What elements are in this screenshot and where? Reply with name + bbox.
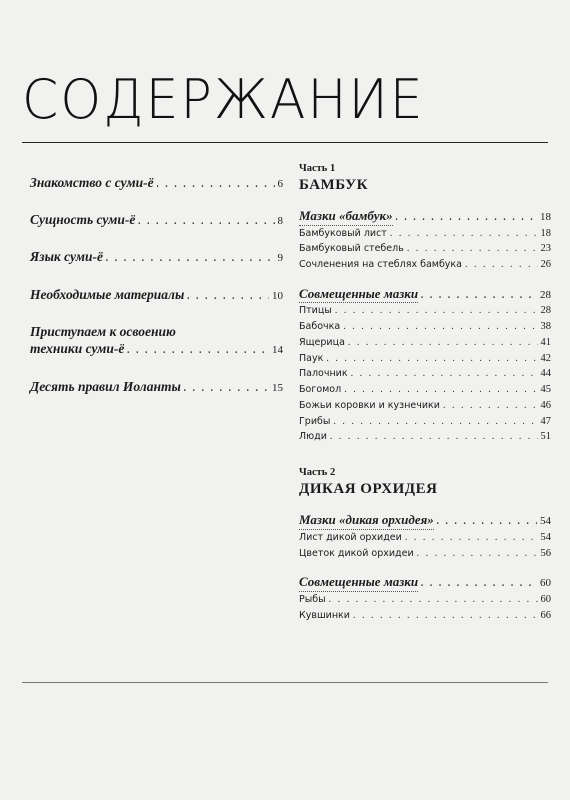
toc-subentry[interactable] (299, 608, 551, 624)
toc-subentry[interactable] (299, 398, 551, 414)
toc-entry-technique[interactable] (30, 323, 283, 359)
toc-subentry[interactable] (299, 257, 551, 273)
toc-subentry-label: Ящерица (299, 336, 345, 348)
toc-subentry[interactable] (299, 546, 551, 562)
section-heading-page: 54 (540, 515, 551, 528)
toc-subentry-label: Цветок дикой орхидеи (299, 547, 414, 559)
leader-dots (437, 515, 537, 529)
toc-entry-page: 10 (272, 289, 283, 302)
toc-subentry[interactable] (299, 241, 551, 257)
leader-dots (326, 351, 537, 366)
leader-dots (184, 382, 269, 396)
toc-subentry-label: Бамбуковый стебель (299, 243, 404, 255)
leader-dots (396, 211, 537, 225)
toc-subentry-page: 26 (540, 259, 551, 271)
section-heading-label: Мазки «бамбук» (299, 207, 393, 226)
toc-subentry-label: Лист дикой орхидеи (299, 531, 402, 543)
bottom-divider (22, 682, 548, 683)
toc-subentry-label: Рыбы (299, 593, 326, 605)
toc-entry-label: техники суми-ё (30, 341, 125, 357)
toc-section-heading[interactable] (299, 285, 551, 304)
toc-left-column (30, 174, 283, 415)
toc-subentry-page: 28 (540, 305, 551, 317)
toc-subentry[interactable] (299, 429, 551, 445)
toc-subentry-page: 23 (540, 243, 551, 255)
toc-entry-label: Десять правил Иоланты (30, 378, 181, 394)
toc-subentry-label: Птицы (299, 305, 332, 317)
leader-dots (343, 319, 537, 334)
toc-subentry-page: 45 (540, 384, 551, 396)
leader-dots (443, 398, 538, 413)
leader-dots (405, 530, 538, 545)
leader-dots (138, 215, 274, 229)
toc-subentry-label: Бабочка (299, 321, 341, 333)
leader-dots (390, 226, 538, 241)
toc-subentry-label: Палочник (299, 368, 348, 380)
toc-entry-page: 8 (277, 215, 283, 228)
leader-dots (348, 335, 538, 350)
toc-entry-page: 6 (277, 178, 283, 190)
page-title: СОДЕРЖАНИЕ (22, 68, 425, 132)
toc-subentry-page: 46 (540, 399, 551, 411)
section-heading-label: Мазки «дикая орхидея» (299, 511, 434, 530)
toc-subentry-page: 47 (540, 415, 551, 427)
toc-subentry[interactable] (299, 351, 551, 367)
leader-dots (407, 241, 538, 256)
leader-dots (421, 289, 537, 303)
toc-subentry-label: Божьи коровки и кузнечики (299, 399, 440, 411)
leader-dots (421, 577, 537, 591)
leader-dots (157, 178, 275, 192)
toc-subentry-label: Кувшинки (299, 609, 350, 621)
toc-entry-page: 15 (272, 381, 283, 394)
leader-dots (330, 429, 538, 444)
section-heading-page: 60 (540, 577, 551, 590)
toc-subentry-page: 18 (540, 227, 551, 239)
toc-right-column (299, 163, 551, 623)
toc-entry-label: Приступаем к освоению (30, 323, 176, 339)
leader-dots (465, 257, 538, 272)
toc-subentry[interactable] (299, 366, 551, 382)
toc-entry-page: 9 (277, 252, 283, 265)
toc-subentry[interactable] (299, 226, 551, 242)
toc-subentry-page: 60 (540, 593, 551, 605)
section-heading-page: 28 (540, 288, 551, 301)
leader-dots (335, 303, 538, 318)
leader-dots (353, 608, 538, 623)
leader-dots (417, 546, 538, 561)
toc-entry-language[interactable] (30, 248, 283, 266)
leader-dots (333, 414, 537, 429)
toc-subentry-label: Богомол (299, 384, 342, 396)
part-number: Часть 1 (299, 163, 336, 174)
part-number: Часть 2 (299, 467, 336, 479)
toc-section-heading[interactable] (299, 511, 551, 530)
toc-subentry[interactable] (299, 382, 551, 398)
toc-subentry-page: 38 (540, 321, 551, 333)
toc-subentry[interactable] (299, 335, 551, 351)
toc-section-heading[interactable] (299, 573, 551, 592)
toc-subentry-label: Грибы (299, 415, 331, 427)
section-heading-page: 18 (540, 211, 551, 224)
leader-dots (351, 366, 538, 381)
toc-subentry[interactable] (299, 319, 551, 335)
toc-subentry-page: 44 (540, 368, 551, 380)
toc-section-heading[interactable] (299, 207, 551, 226)
leader-dots (127, 344, 269, 358)
toc-subentry-page: 41 (540, 336, 551, 348)
title-divider (22, 142, 548, 143)
toc-subentry[interactable] (299, 414, 551, 430)
toc-subentry-label: Бамбуковый лист (299, 227, 387, 239)
leader-dots (344, 382, 537, 397)
part-title: БАМБУК (299, 176, 368, 193)
toc-subentry-page: 54 (540, 531, 551, 543)
toc-entry-page: 14 (272, 344, 283, 357)
toc-subentry[interactable] (299, 592, 551, 608)
toc-entry-intro[interactable] (30, 174, 283, 192)
toc-subentry[interactable] (299, 303, 551, 319)
toc-subentry-page: 56 (540, 547, 551, 559)
leader-dots (106, 252, 275, 266)
section-heading-label: Совмещенные мазки (299, 285, 418, 304)
toc-entry-essence[interactable] (30, 211, 283, 229)
toc-subentry-label: Паук (299, 352, 324, 364)
toc-entry-label: Необходимые материалы (30, 286, 185, 302)
toc-subentry-label: Сочленения на стеблях бамбука (299, 259, 462, 271)
toc-subentry-label: Люди (299, 431, 327, 443)
leader-dots (329, 592, 538, 607)
leader-dots (187, 290, 269, 304)
section-heading-label: Совмещенные мазки (299, 573, 418, 592)
toc-entry-materials[interactable] (30, 286, 283, 304)
toc-entry-label: Знакомство с суми-ё (30, 175, 154, 190)
part-title: ДИКАЯ ОРХИДЕЯ (299, 480, 438, 497)
toc-entry-rules[interactable] (30, 378, 283, 396)
toc-entry-label: Сущность суми-ё (30, 212, 136, 228)
toc-subentry-page: 42 (540, 352, 551, 364)
toc-subentry[interactable] (299, 530, 551, 546)
toc-subentry-page: 51 (540, 431, 551, 443)
toc-subentry-page: 66 (540, 609, 551, 621)
toc-entry-label: Язык суми-ё (30, 249, 103, 265)
